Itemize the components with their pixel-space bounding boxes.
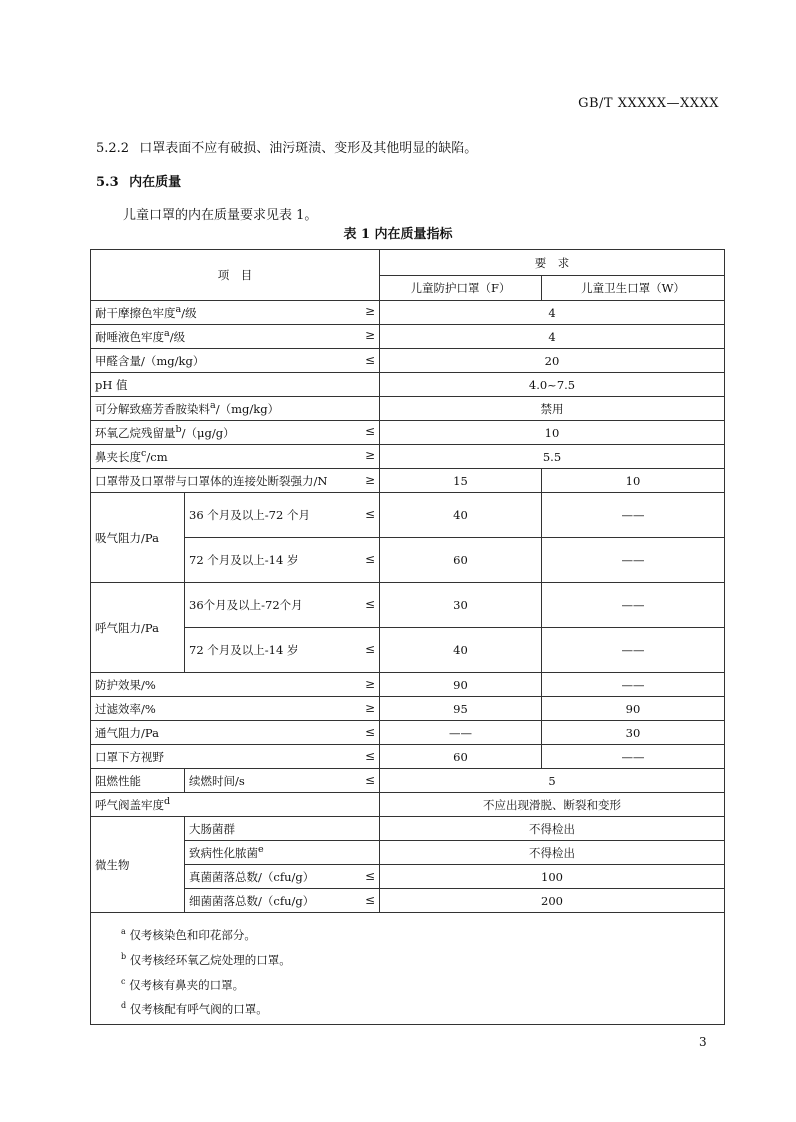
relation-symbol: ≤	[364, 507, 375, 521]
row-value-f: 60	[380, 745, 542, 769]
relation-symbol: ≥	[364, 472, 375, 487]
row-value-w: 90	[542, 697, 725, 721]
sub-label: 真菌菌落总数/（cfu/g） ≤	[185, 865, 380, 889]
section-number: 5.3	[96, 175, 119, 190]
header-item: 项 目	[91, 250, 380, 301]
relation-symbol: ≤	[364, 748, 375, 763]
row-value-f: 40	[380, 628, 542, 673]
row-label: 呼气阀盖牢度$^d$	[91, 793, 380, 817]
row-value: 20	[380, 349, 725, 373]
relation-symbol: ≤	[364, 892, 375, 907]
row-label: pH 值	[91, 373, 380, 397]
intro-paragraph: 儿童口罩的内在质量要求见表 1。	[123, 208, 318, 223]
table-row	[91, 889, 725, 913]
row-label: 鼻夹长度$^c$/cm ≥	[91, 445, 380, 469]
table-row	[91, 769, 725, 793]
relation-symbol: ≤	[364, 642, 375, 656]
row-label: 耐唾液色牢度$^a$/级 ≥	[91, 325, 380, 349]
section-5-3-heading	[96, 171, 181, 190]
row-value: 不得检出	[380, 841, 725, 865]
row-value-f: 60	[380, 538, 542, 583]
group-label: 阻燃性能	[91, 769, 185, 793]
relation-symbol: ≥	[364, 700, 375, 715]
standard-code: GB/T XXXXX—XXXX	[578, 96, 719, 111]
row-label: 通气阻力/Pa ≤	[91, 721, 380, 745]
table-footnotes-row	[91, 913, 725, 1025]
row-value-w: ——	[542, 583, 725, 628]
table-row	[91, 469, 725, 493]
row-label: 可分解致癌芳香胺染料$^a$/（mg/kg）	[91, 397, 380, 421]
row-label: 防护效果/% ≥	[91, 673, 380, 697]
footnote: $^b$ 仅考核经环氧乙烷处理的口罩。	[121, 951, 291, 967]
table-row	[91, 673, 725, 697]
relation-symbol: ≥	[364, 676, 375, 691]
row-value-w: 30	[542, 721, 725, 745]
table-row	[91, 325, 725, 349]
row-label: 口罩下方视野 ≤	[91, 745, 380, 769]
row-value-w: ——	[542, 538, 725, 583]
group-label: 吸气阻力/Pa	[91, 493, 185, 583]
row-value: 5.5	[380, 445, 725, 469]
row-value-w: ——	[542, 628, 725, 673]
relation-symbol: ≤	[364, 552, 375, 566]
sub-label: 续燃时间/s ≤	[185, 769, 380, 793]
row-value-f: ——	[380, 721, 542, 745]
relation-symbol: ≤	[364, 772, 375, 787]
row-value: 10	[380, 421, 725, 445]
row-value: 不得检出	[380, 817, 725, 841]
row-value: 禁用	[380, 397, 725, 421]
sub-label: 大肠菌群	[185, 817, 380, 841]
footnote: $^d$ 仅考核配有呼气阀的口罩。	[121, 1001, 268, 1017]
row-label: 口罩带及口罩带与口罩体的连接处断裂强力/N ≥	[91, 469, 380, 493]
group-label: 呼气阻力/Pa	[91, 583, 185, 673]
clause-number: 5.2.2	[96, 141, 130, 156]
row-value: 4	[380, 325, 725, 349]
clause-5-2-2	[96, 137, 477, 156]
header-requirements: 要 求	[380, 250, 725, 276]
sub-label: 72 个月及以上-14 岁 ≤	[185, 538, 380, 583]
table-row	[91, 841, 725, 865]
row-value-w: ——	[542, 493, 725, 538]
footnote: $^c$ 仅考核有鼻夹的口罩。	[121, 976, 245, 992]
sub-label: 36 个月及以上-72 个月 ≤	[185, 493, 380, 538]
table-row	[91, 493, 725, 538]
relation-symbol: ≥	[364, 448, 375, 463]
relation-symbol: ≤	[364, 868, 375, 883]
relation-symbol: ≥	[364, 328, 375, 343]
row-value-f: 15	[380, 469, 542, 493]
table-row	[91, 721, 725, 745]
table-row	[91, 349, 725, 373]
header-f: 儿童防护口罩（F）	[380, 276, 542, 301]
table-row	[91, 745, 725, 769]
relation-symbol: ≤	[364, 597, 375, 611]
row-value-f: 30	[380, 583, 542, 628]
row-value-f: 95	[380, 697, 542, 721]
table-row	[91, 373, 725, 397]
row-value: 200	[380, 889, 725, 913]
row-value-w: ——	[542, 745, 725, 769]
table-row	[91, 397, 725, 421]
table-row	[91, 865, 725, 889]
table-row	[91, 583, 725, 628]
row-value: 4.0~7.5	[380, 373, 725, 397]
row-value: 5	[380, 769, 725, 793]
footnote: $^a$ 仅考核染色和印花部分。	[121, 927, 256, 942]
sub-label: 36个月及以上-72个月 ≤	[185, 583, 380, 628]
table-title: 表 1 内在质量指标	[343, 227, 453, 242]
table-row	[91, 301, 725, 325]
relation-symbol: ≥	[364, 304, 375, 319]
table-row	[91, 250, 725, 276]
row-label: 环氧乙烷残留量$^b$/（μg/g） ≤	[91, 421, 380, 445]
section-title: 内在质量	[129, 175, 182, 190]
row-value: 100	[380, 865, 725, 889]
sub-label: 细菌菌落总数/（cfu/g） ≤	[185, 889, 380, 913]
table-row	[91, 445, 725, 469]
row-value-f: 90	[380, 673, 542, 697]
row-label: 过滤效率/% ≥	[91, 697, 380, 721]
row-label: 甲醛含量/（mg/kg） ≤	[91, 349, 380, 373]
table-row	[91, 697, 725, 721]
table-row	[91, 538, 725, 583]
table-row	[91, 793, 725, 817]
header-w: 儿童卫生口罩（W）	[542, 276, 725, 301]
sub-label: 72 个月及以上-14 岁 ≤	[185, 628, 380, 673]
page-number: 3	[699, 1035, 707, 1049]
row-value: 4	[380, 301, 725, 325]
clause-text: 口罩表面不应有破损、油污斑渍、变形及其他明显的缺陷。	[139, 141, 478, 156]
table-footnotes	[91, 913, 725, 1025]
relation-symbol: ≤	[364, 424, 375, 439]
relation-symbol: ≤	[364, 352, 375, 367]
table-row	[91, 817, 725, 841]
quality-spec-table	[90, 249, 725, 1025]
table-row	[91, 628, 725, 673]
relation-symbol: ≤	[364, 724, 375, 739]
row-value-w: ——	[542, 673, 725, 697]
row-label: 耐干摩擦色牢度$^a$/级 ≥	[91, 301, 380, 325]
row-value-w: 10	[542, 469, 725, 493]
row-value-f: 40	[380, 493, 542, 538]
table-row	[91, 421, 725, 445]
sub-label: 致病性化脓菌$^e$	[185, 841, 380, 865]
group-label: 微生物	[91, 817, 185, 913]
row-value: 不应出现滑脱、断裂和变形	[380, 793, 725, 817]
